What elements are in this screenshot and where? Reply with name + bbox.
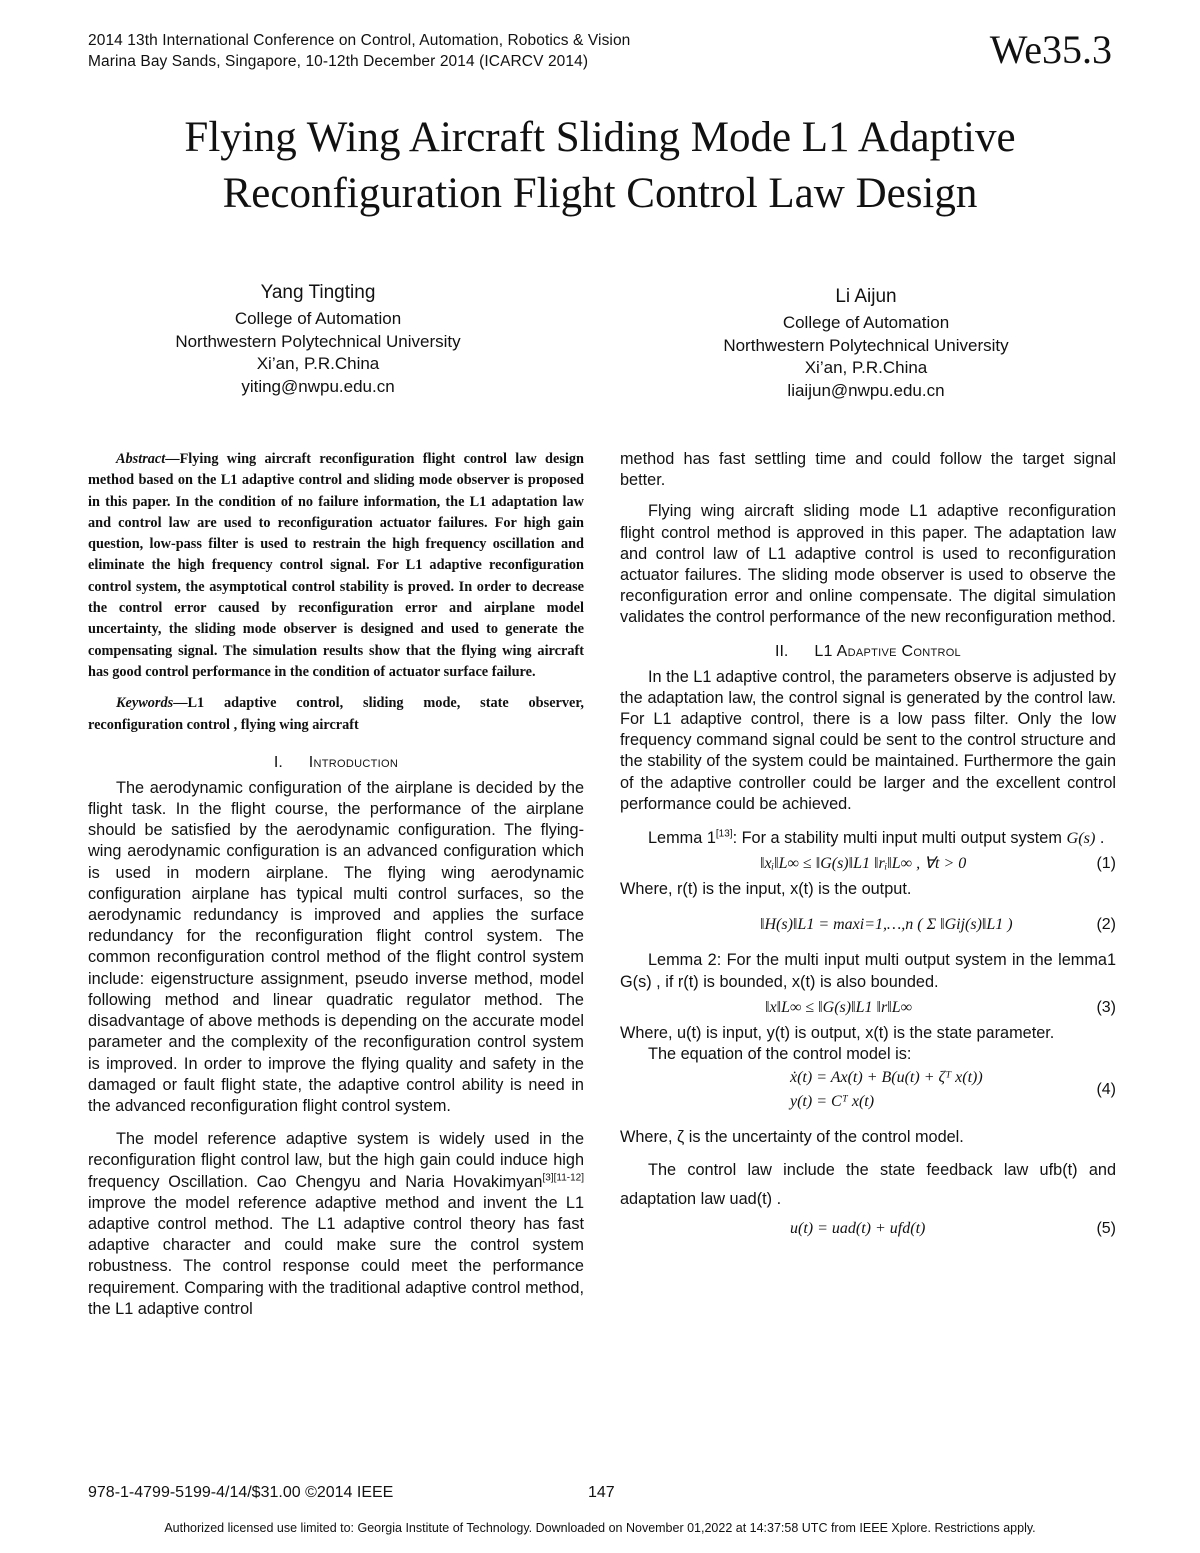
paper-id: We35.3 bbox=[989, 27, 1112, 72]
citation-ref: [13] bbox=[715, 828, 733, 840]
equation-4-number: (4) bbox=[1096, 1081, 1116, 1099]
lemma-1-label: Lemma 1 bbox=[648, 829, 716, 848]
equation-5-number: (5) bbox=[1096, 1220, 1116, 1238]
equation-5-body: u(t) = uad(t) + ufd(t) bbox=[790, 1220, 926, 1238]
keywords bbox=[88, 693, 584, 736]
author-city: Xi’an, P.R.China bbox=[256, 354, 380, 373]
equation-2-number: (2) bbox=[1096, 916, 1116, 934]
author-dept: College of Automation bbox=[234, 309, 402, 328]
author-email[interactable]: yiting@nwpu.edu.cn bbox=[241, 376, 395, 396]
right-continuation: method has fast settling time and could follow the target signal better. bbox=[620, 450, 1116, 490]
lemma-1-text: : For a stability multi input multi output system bbox=[732, 829, 1067, 848]
author-email[interactable]: liaijun@nwpu.edu.cn bbox=[787, 380, 945, 400]
control-law-intro: The control law include the state feedback law ufb(t) and adaptation law uad(t) . bbox=[620, 1161, 1116, 1209]
equation-2 bbox=[620, 900, 1116, 950]
abstract-text: —Flying wing aircraft reconfiguration flight control law design method based on the L1 adaptive control and sliding mode observer is proposed in this paper. In the condition of no failure information, the L1 adaptation law and control law are used to reconfiguration actuator failures. For high gain question, low-pass filter is used to restrain the high frequency oscillation and eliminate the high frequency control signal. For L1 adaptive reconfiguration control system, the asymptotical control stability is proved. In order to decrease the control error caused by reconfiguration error and airplane model uncertainty, the sliding mode observer is designed and used to generate the compensating signal. The simulation results show that the flying wing aircraft has good control performance in the condition of actuator surface failure. bbox=[88, 451, 584, 680]
where-1: Where, r(t) is the input, x(t) is the output. bbox=[620, 880, 912, 899]
conference-header bbox=[88, 30, 630, 72]
equation-2-body: ‖H(s)‖L1 = maxi=1,…,n ( Σ ‖Gij(s)‖L1 ) bbox=[760, 916, 1013, 934]
right-paragraph-3: In the L1 adaptive control, the parameters observe is adjusted by the adaptation law, the control signal is generated by the control law. For L1 adaptive control, there is a low pass filter. Only the low frequency command signal could be sent to the control structure and the stability of the system could be maintained. Furthermore the gain of the adaptive controller could be larger and the excellent control performance could be achieved. bbox=[620, 667, 1116, 813]
lemma-2: Lemma 2: For the multi input multi output system in the lemma1 G(s) , if r(t) is bounded, x(t) is also bounded. bbox=[620, 951, 1116, 991]
keywords-text: —L1 adaptive control, sliding mode, state observer, reconfiguration control , flying wing aircraft bbox=[88, 695, 584, 733]
abstract bbox=[88, 449, 584, 683]
equation-4-line-2: y(t) = Cᵀ x(t) bbox=[790, 1093, 875, 1111]
conference-line-2: Marina Bay Sands, Singapore, 10-12th December 2014 (ICARCV 2014) bbox=[88, 53, 589, 70]
intro-p2-part1: The model reference adaptive system is widely used in the reconfiguration flight control law, but the high gain could induce high frequency Oscillation. Cao Chengyu and Naria Hovakimyan bbox=[88, 1130, 584, 1191]
right-column bbox=[620, 449, 1116, 1244]
page-number: 147 bbox=[588, 1484, 615, 1501]
section-title: L1 Adaptive Control bbox=[814, 642, 961, 660]
equation-3 bbox=[620, 993, 1116, 1023]
section-title: Introduction bbox=[308, 753, 399, 771]
author-univ: Northwestern Polytechnical University bbox=[175, 331, 461, 351]
author-block-1 bbox=[88, 280, 548, 398]
where-3: Where, ζ is the uncertainty of the control model. bbox=[620, 1128, 964, 1147]
title-line-2: Reconfiguration Flight Control Law Design bbox=[222, 170, 978, 217]
author-block-2 bbox=[636, 284, 1096, 402]
authorized-use-note: Authorized licensed use limited to: Georgia Institute of Technology. Downloaded on November 01,2022 at 14:37:58 UTC from IEEE Xplore. Restrictions apply. bbox=[164, 1521, 1036, 1535]
equation-1-body: ‖xᵢ‖L∞ ≤ ‖G(s)‖L1 ‖rᵢ‖L∞ , ∀t > 0 bbox=[760, 855, 967, 873]
author-city: Xi’an, P.R.China bbox=[804, 358, 928, 377]
equation-3-number: (3) bbox=[1096, 998, 1116, 1016]
title-line-1: Flying Wing Aircraft Sliding Mode L1 Adaptive bbox=[184, 114, 1016, 161]
lemma-1-end: . bbox=[1095, 829, 1105, 848]
where-2: Where, u(t) is input, y(t) is output, x(t) is the state parameter. bbox=[620, 1023, 1055, 1042]
intro-p2-part2: improve the model reference adaptive method and invent the L1 adaptive control method. The L1 adaptive control theory has fast adaptive character and could make sure the control system robustness. The control response could meet the performance requirement. Comparing with the traditional adaptive control method, the L1 adaptive control bbox=[88, 1193, 584, 1318]
section-heading-l1-adaptive bbox=[620, 641, 1116, 663]
section-heading-introduction bbox=[88, 752, 584, 774]
paper-title bbox=[60, 110, 1140, 222]
equation-3-body: ‖x‖L∞ ≤ ‖G(s)‖L1 ‖r‖L∞ bbox=[765, 998, 913, 1016]
model-intro: The equation of the control model is: bbox=[648, 1045, 912, 1064]
right-paragraph-2: Flying wing aircraft sliding mode L1 adaptive reconfiguration flight control method is approved in this paper. The adaptation law and control law of L1 adaptive control is used to reconfiguration actuator failures. The sliding mode observer is used to observe the reconfiguration error and online compensate. The digital simulation validates the control performance of the new reconfiguration method. bbox=[620, 502, 1116, 627]
intro-paragraph-1: The aerodynamic configuration of the airplane is decided by the flight task. In the flight course, the performance of the airplane should be satisfied by the aerodynamic configuration. The flying-wing aerodynamic configuration is an advanced configuration which is used in modern airplane. The flying wing aerodynamic configuration airplane has typical multi control surfaces, so the aerodynamic redundancy is improved and applies the surface redundancy for the reconfiguration flight control system. The common reconfiguration control method of the flight control system include: eigenstructure assignment, pseudo inverse method, model following method and linear quadratic regulator method. The disadvantage of above methods is depending on the accurate model parameter and the complexity of the reconfiguration control system is improved. In order to improve the flying quality and safety in the damaged or fault flight state, the adaptive control ability is need in the advanced reconfiguration flight control system. bbox=[88, 778, 584, 1115]
equation-4 bbox=[620, 1065, 1116, 1119]
lemma-1-system: G(s) bbox=[1066, 828, 1096, 848]
author-name: Yang Tingting bbox=[260, 282, 376, 303]
abstract-label: Abstract bbox=[116, 451, 166, 467]
section-number: I. bbox=[273, 753, 283, 771]
conference-line-1: 2014 13th International Conference on Control, Automation, Robotics & Vision bbox=[88, 32, 631, 49]
author-dept: College of Automation bbox=[782, 313, 950, 332]
equation-1-number: (1) bbox=[1096, 855, 1116, 873]
section-number: II. bbox=[775, 642, 789, 660]
lemma-1 bbox=[620, 827, 1116, 849]
citation-ref: [3][11-12] bbox=[542, 1172, 584, 1184]
intro-paragraph-2 bbox=[88, 1129, 584, 1320]
equation-1 bbox=[620, 849, 1116, 879]
author-name: Li Aijun bbox=[835, 286, 897, 307]
keywords-label: Keywords bbox=[116, 695, 174, 712]
footer-isbn: 978-1-4799-5199-4/14/$31.00 ©2014 IEEE bbox=[88, 1484, 394, 1501]
left-column bbox=[88, 449, 584, 1320]
equation-4-line-1: ẋ(t) = Ax(t) + B(u(t) + ζᵀ x(t)) bbox=[790, 1069, 983, 1087]
author-univ: Northwestern Polytechnical University bbox=[723, 335, 1009, 355]
equation-5 bbox=[620, 1214, 1116, 1244]
